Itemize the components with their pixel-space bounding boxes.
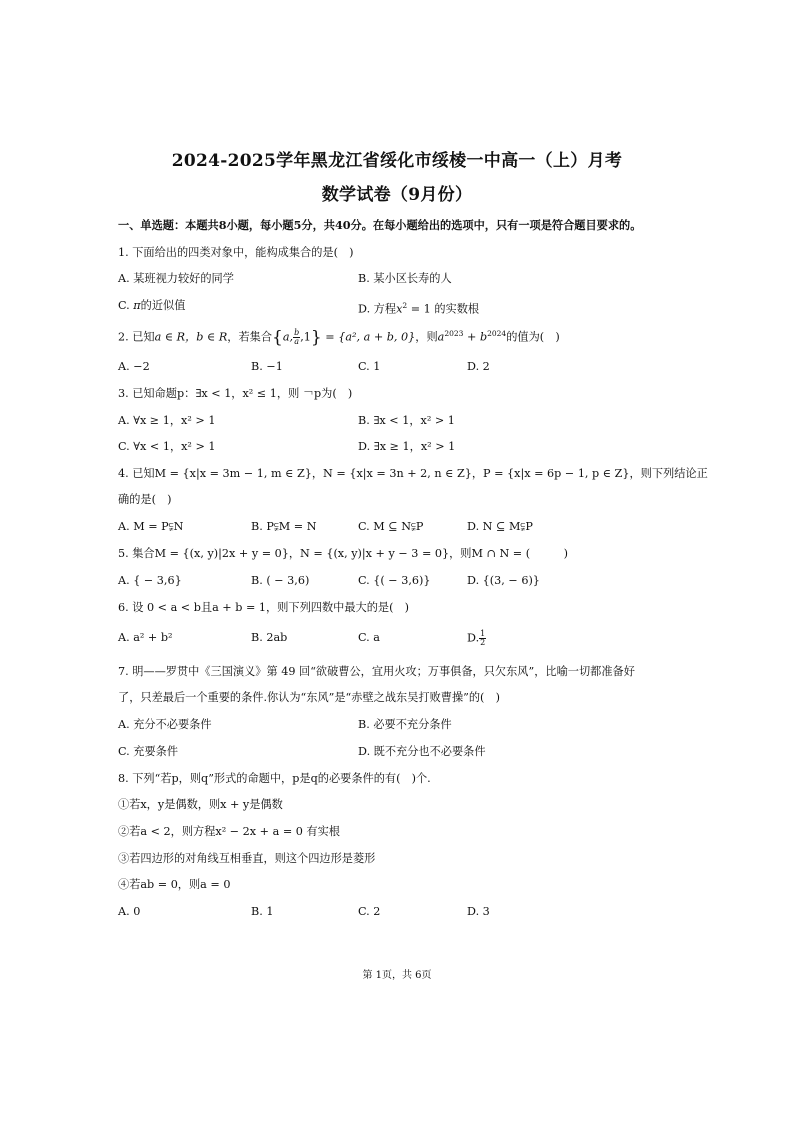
question-3-option-c: C. ∀x < 1，x² > 1 — [118, 440, 216, 453]
question-4-option-b: B. P⫋M = N — [251, 520, 317, 533]
question-8-item-1: ①若x，y是偶数，则x + y是偶数 — [118, 798, 283, 811]
question-6-option-b: B. 2ab — [251, 631, 288, 644]
left-brace-icon: { — [272, 327, 283, 348]
question-8-option-b: B. 1 — [251, 905, 274, 918]
exam-title-line1: 2024-2025学年黑龙江省绥化市绥棱一中高一（上）月考 — [171, 151, 623, 171]
question-1-option-d-sup: 2 — [402, 301, 408, 310]
question-1-option-b: B. 某小区长寿的人 — [358, 272, 452, 285]
question-3-option-a: A. ∀x ≥ 1，x² > 1 — [118, 414, 216, 427]
question-2-stem-prefix: 2. 已知 — [118, 330, 155, 344]
question-6-option-d-denominator: 2 — [480, 638, 486, 647]
question-7-stem-line1: 7. 明——罗贯中《三国演义》第 49 回“欲破曹公，宜用火攻；万事俱备，只欠东风”，比喻一切都准备好 — [118, 665, 635, 678]
question-2-option-b: B. −1 — [251, 360, 283, 373]
question-3-option-b: B. ∃x < 1，x² > 1 — [358, 414, 455, 427]
question-1-option-d-prefix: D. 方程 — [358, 302, 397, 316]
question-2-condition: a ∈ R，b ∈ R — [154, 330, 228, 344]
question-4-stem-line1: 4. 已知M = {x|x = 3m − 1, m ∈ Z}，N = {x|x = 3n + 2, n ∈ Z}，P = {x|x = 6p − 1, p ∈ Z}，则下列结论正 — [118, 467, 708, 480]
question-2-option-d: D. 2 — [467, 360, 490, 373]
question-6-option-d-numerator: 1 — [480, 629, 486, 638]
question-2-option-c: C. 1 — [358, 360, 381, 373]
question-2-stem-then: ，则 — [415, 330, 438, 344]
question-4-option-a: A. M = P⫋N — [118, 520, 184, 533]
question-2-fraction-numerator: b — [294, 328, 300, 338]
question-4-stem-line2: 确的是( ) — [118, 493, 172, 506]
question-6-option-c: C. a — [358, 631, 380, 644]
question-1-stem: 1. 下面给出的四类对象中，能构成集合的是( ) — [118, 246, 354, 259]
question-7-option-a: A. 充分不必要条件 — [118, 718, 212, 731]
question-2-expr-b: b — [479, 330, 488, 344]
question-2-option-a: A. −2 — [118, 360, 150, 373]
question-2-stem — [118, 326, 560, 346]
question-2-expr-a: a — [437, 330, 445, 344]
question-2-expr-plus: + — [463, 330, 480, 344]
question-7-option-d: D. 既不充分也不必要条件 — [358, 745, 486, 758]
question-1-option-a: A. 某班视力较好的同学 — [118, 272, 234, 285]
question-1-option-d-suffix: = 1 的实数根 — [407, 302, 480, 316]
question-4-option-c: C. M ⊆ N⫋P — [358, 520, 424, 533]
question-2-fraction-denominator: a — [294, 337, 300, 347]
question-2-set-right: = {a², a + b, 0} — [321, 330, 416, 344]
question-6-option-d — [467, 630, 486, 647]
question-1-option-d — [358, 298, 479, 318]
question-2-stem-mid: ，若集合 — [227, 330, 273, 344]
question-3-stem: 3. 已知命题p：∃x < 1，x² ≤ 1，则 ￢p为( ) — [118, 387, 353, 400]
question-1-option-c — [118, 298, 185, 314]
question-8-stem: 8. 下列“若p，则q”形式的命题中，p是q的必要条件的有( )个. — [118, 772, 431, 785]
right-brace-icon: } — [310, 327, 322, 348]
question-8-item-3: ③若四边形的对角线互相垂直，则这个四边形是菱形 — [118, 852, 376, 865]
exam-title-line2: 数学试卷（9月份） — [321, 185, 473, 205]
question-1-option-c-suffix: 的近似值 — [140, 299, 186, 312]
question-2-exp-b: 2024 — [487, 329, 507, 338]
question-4-option-d: D. N ⊆ M⫋P — [467, 520, 533, 533]
question-2-set-part-b: ,1 — [300, 330, 311, 344]
question-7-stem-line2: 了，只差最后一个重要的条件.你认为“东风”是“赤壁之战东吴打败曹操”的( ) — [118, 691, 500, 704]
question-7-option-c: C. 充要条件 — [118, 745, 179, 758]
question-8-option-c: C. 2 — [358, 905, 381, 918]
question-2-stem-end: 的值为( ) — [506, 330, 560, 344]
question-8-item-4: ④若ab = 0，则a = 0 — [118, 878, 231, 891]
question-2-exp-a: 2023 — [444, 329, 464, 338]
question-5-option-b: B. ( − 3,6) — [251, 574, 310, 587]
question-7-option-b: B. 必要不充分条件 — [358, 718, 452, 731]
question-6-option-d-prefix: D. — [467, 631, 480, 645]
question-5-stem: 5. 集合M = {(x, y)|2x + y = 0}，N = {(x, y)|x + y − 3 = 0}，则M ∩ N = ( ) — [118, 547, 569, 560]
question-5-option-c: C. {( − 3,6)} — [358, 574, 431, 587]
question-1-option-c-math: π — [133, 299, 141, 312]
question-6-option-a: A. a² + b² — [118, 631, 173, 644]
question-3-option-d: D. ∃x ≥ 1，x² > 1 — [358, 440, 456, 453]
question-8-item-2: ②若a < 2，则方程x² − 2x + a = 0 有实根 — [118, 825, 340, 838]
question-6-option-d-fraction — [479, 630, 486, 647]
question-2-set-part-a: a, — [282, 330, 294, 344]
question-8-option-a: A. 0 — [118, 905, 141, 918]
question-6-stem: 6. 设 0 < a < b且a + b = 1，则下列四数中最大的是( ) — [118, 601, 409, 614]
question-1-option-d-math: x — [396, 302, 403, 316]
question-8-option-d: D. 3 — [467, 905, 490, 918]
question-5-option-a: A. { − 3,6} — [118, 574, 182, 587]
page-footer: 第 1页，共 6页 — [362, 970, 432, 981]
question-5-option-d: D. {(3, − 6)} — [467, 574, 540, 587]
question-1-option-c-prefix: C. — [118, 299, 134, 312]
section-heading: 一、单选题：本题共8小题，每小题5分，共40分。在每小题给出的选项中，只有一项是符合题目要求的。 — [118, 218, 642, 232]
